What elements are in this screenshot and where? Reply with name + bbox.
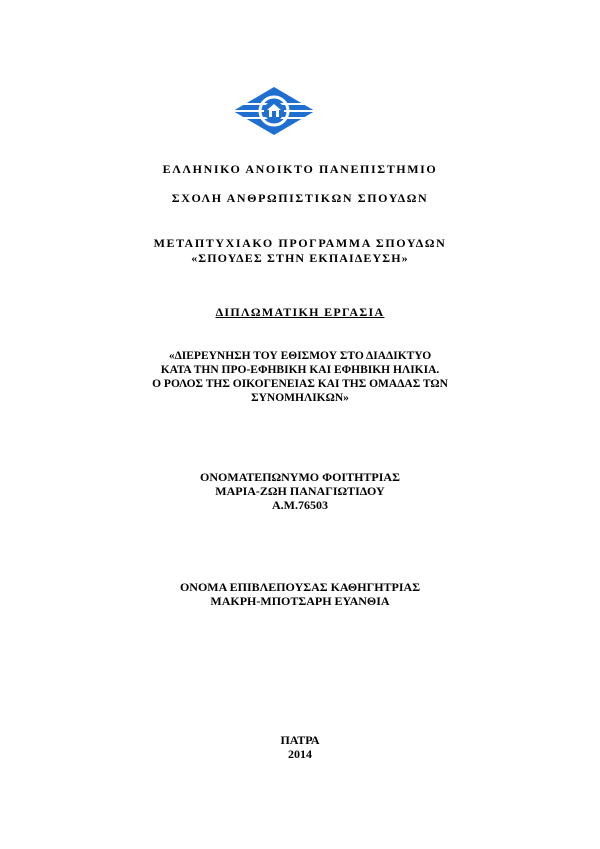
student-name: ΜΑΡΙΑ-ΖΩΗ ΠΑΝΑΓΙΩΤΙΔΟΥ: [215, 484, 385, 498]
university-name: ΕΛΛΗΝΙΚΟ ΑΝΟΙΚΤΟ ΠΑΝΕΠΙΣΤΗΜΙΟ: [162, 162, 438, 176]
supervisor-label: ΟΝΟΜΑ ΕΠΙΒΛΕΠΟΥΣΑΣ ΚΑΘΗΓΗΤΡΙΑΣ: [179, 580, 421, 594]
thesis-title-line-4: ΣΥΝΟΜΗΛΙΚΩΝ»: [251, 392, 349, 404]
program-line-2: «ΣΠΟΥΔΕΣ ΣΤΗΝ ΕΚΠΑΙΔΕΥΣΗ»: [191, 251, 409, 265]
student-id: Α.Μ.76503: [272, 498, 328, 512]
place: ΠΑΤΡΑ: [280, 733, 320, 747]
thesis-title-line-2: ΚΑΤΑ ΤΗΝ ΠΡΟ-ΕΦΗΒΙΚΗ ΚΑΙ ΕΦΗΒΙΚΗ ΗΛΙΚΙΑ.: [160, 364, 440, 376]
year: 2014: [288, 747, 312, 761]
thesis-title-line-1: «ΔΙΕΡΕΥΝΗΣΗ ΤΟΥ ΕΘΙΣΜΟΥ ΣΤΟ ΔΙΑΔΙΚΤΥΟ: [168, 350, 432, 362]
student-label: ΟΝΟΜΑΤΕΠΩΝΥΜΟ ΦΟΙΤΗΤΡΙΑΣ: [200, 470, 400, 484]
program-line-1: ΜΕΤΑΠΤΥΧΙΑΚΟ ΠΡΟΓΡΑΜΜΑ ΣΠΟΥΔΩΝ: [153, 236, 447, 250]
supervisor-name: ΜΑΚΡΗ-ΜΠΟΤΣΑΡΗ ΕΥΑΝΘΙΑ: [210, 594, 390, 608]
eap-university-logo-icon: [232, 86, 316, 136]
thesis-title-line-3: Ο ΡΟΛΟΣ ΤΗΣ ΟΙΚΟΓΕΝΕΙΑΣ ΚΑΙ ΤΗΣ ΟΜΑΔΑΣ ΤΩΝ: [152, 378, 448, 390]
thesis-type-wrapper: [0, 305, 600, 319]
thesis-type: ΔΙΠΛΩΜΑΤΙΚΗ ΕΡΓΑΣΙΑ: [215, 305, 385, 319]
school-name: ΣΧΟΛΗ ΑΝΘΡΩΠΙΣΤΙΚΩΝ ΣΠΟΥΔΩΝ: [171, 191, 429, 205]
